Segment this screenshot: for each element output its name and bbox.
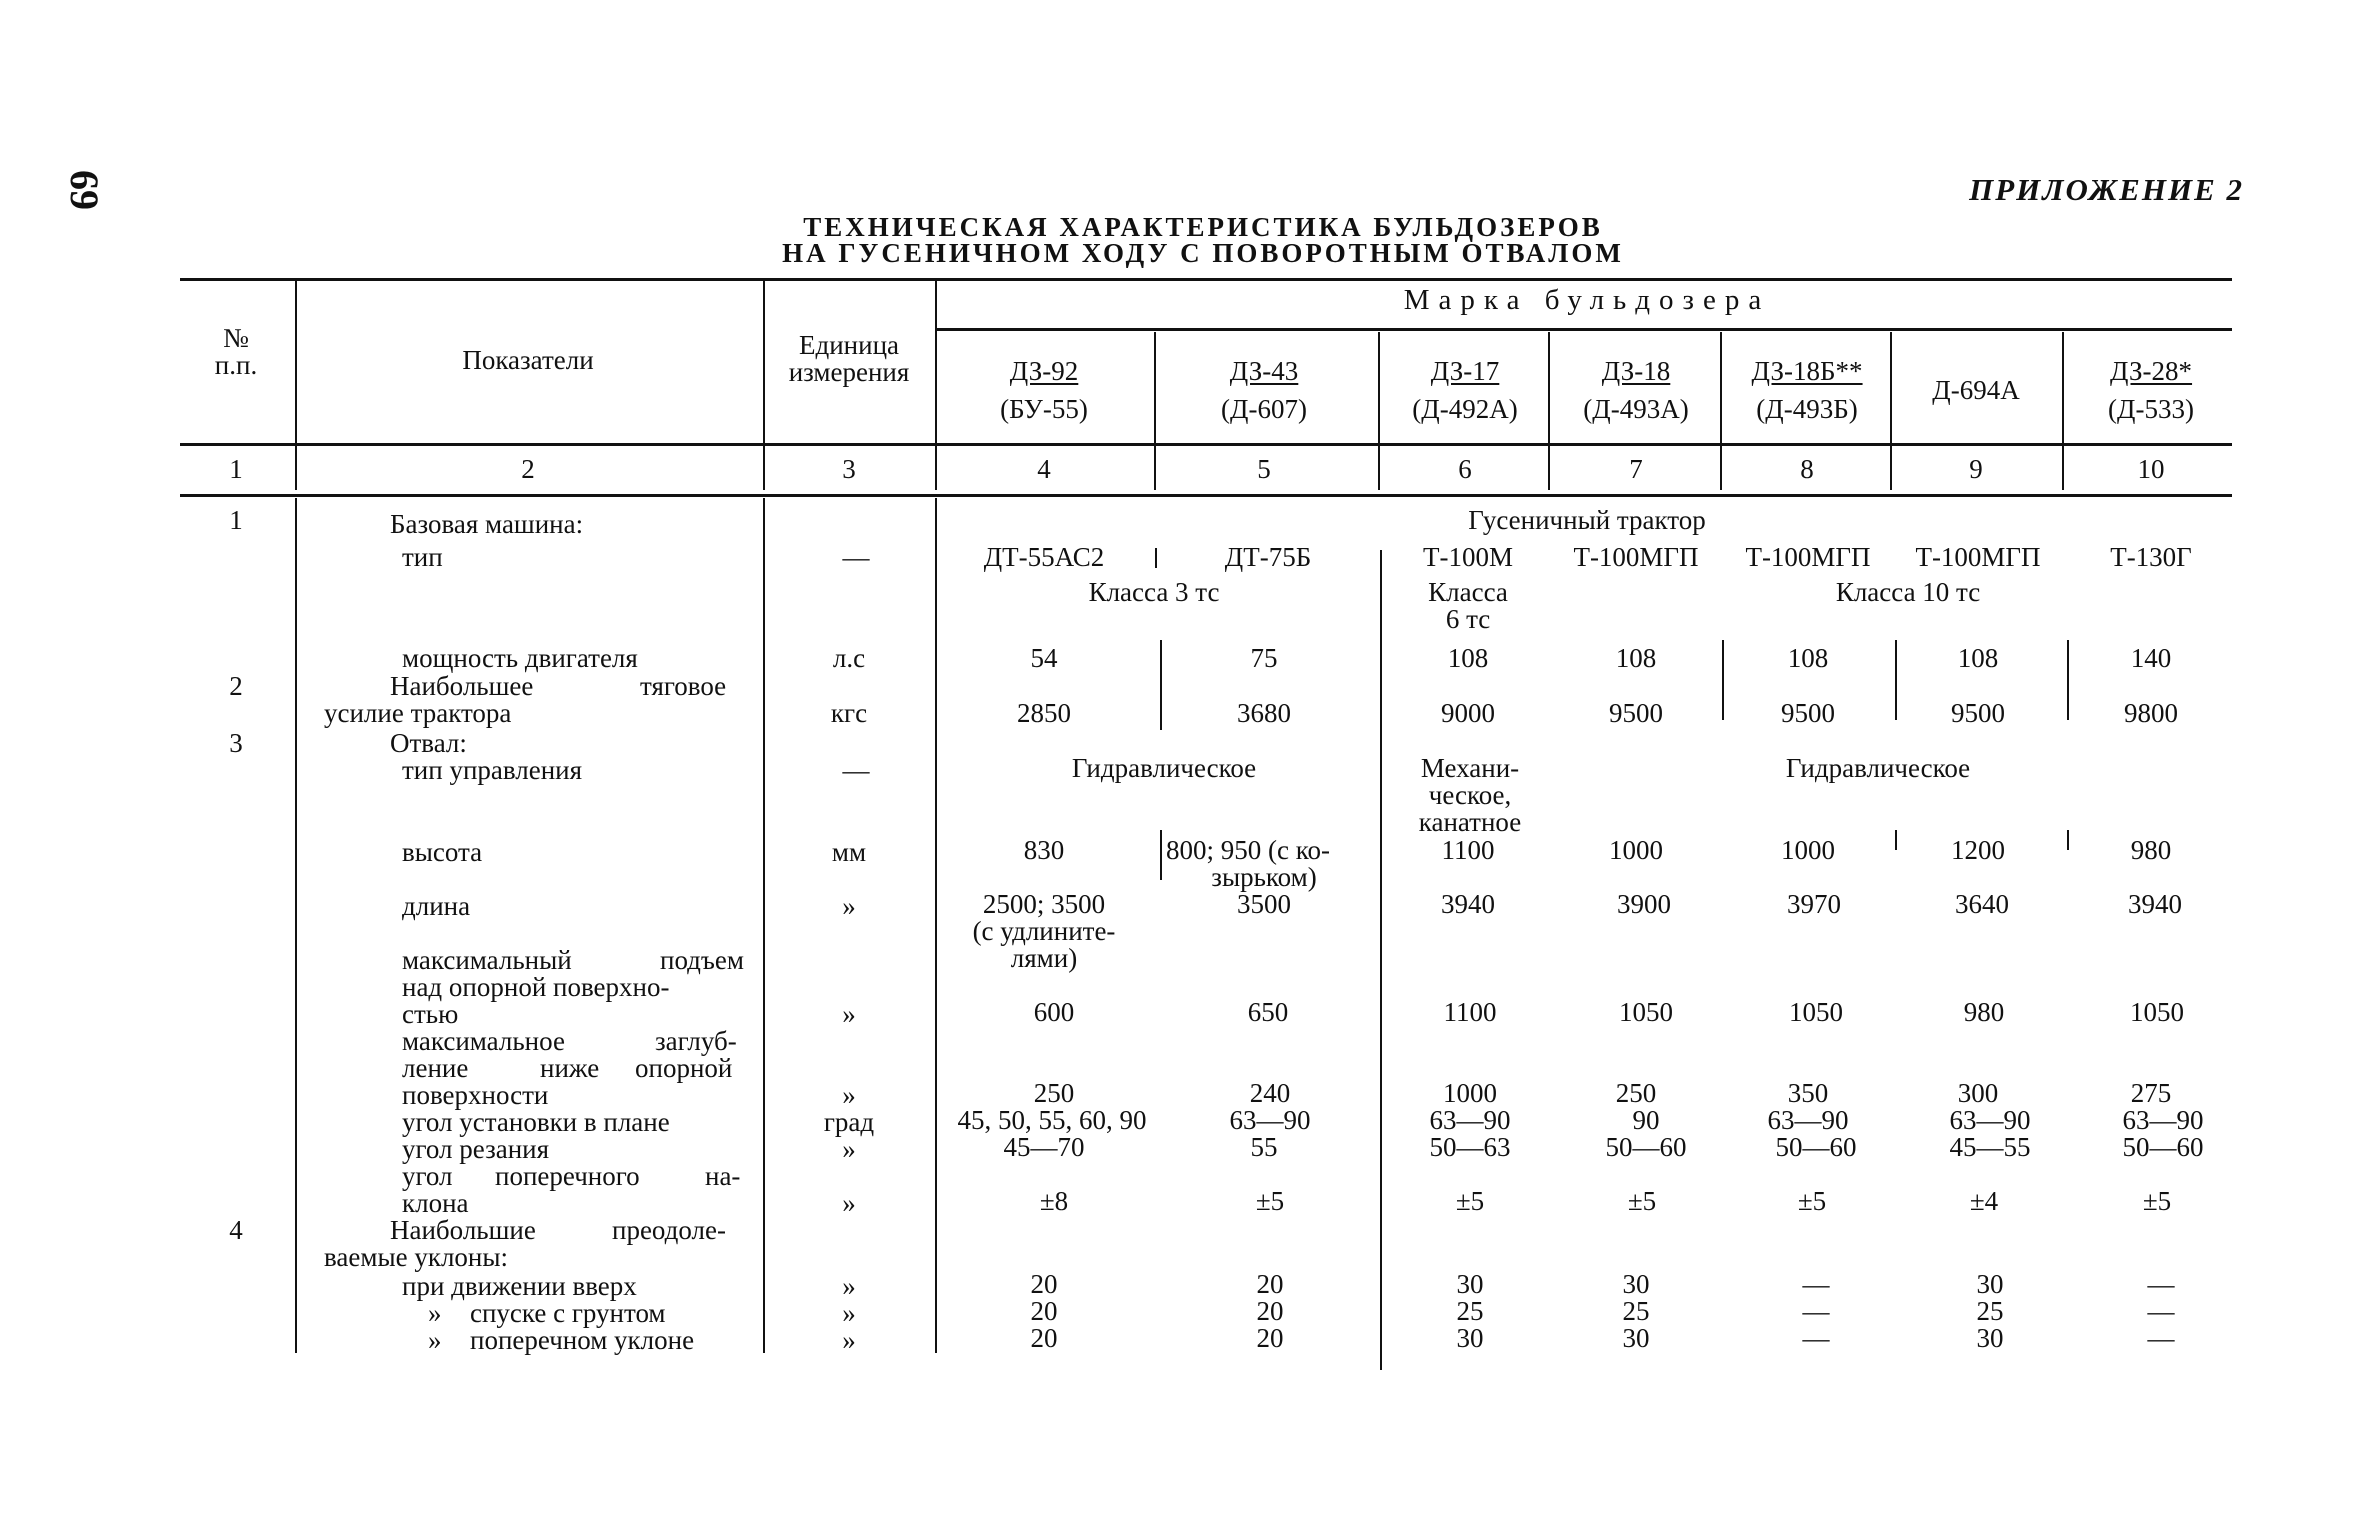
lift-label-1a: максимальный — [402, 945, 572, 975]
down-c6: 25 — [1456, 1296, 1484, 1326]
dig-unit: » — [842, 1080, 856, 1110]
dig-c10: 275 — [2130, 1078, 2172, 1108]
cut-c4: 45—70 — [1003, 1132, 1085, 1162]
up-unit: » — [842, 1271, 856, 1301]
cut-c7: 50—60 — [1605, 1132, 1687, 1162]
slopes-label-1a: Наибольшие — [390, 1215, 536, 1245]
dig-label-1b: заглуб- — [655, 1026, 737, 1056]
model-4-alt: (Д-493А) — [1583, 394, 1689, 424]
traction-label-2: усилие трактора — [324, 698, 512, 728]
base-machine-label: Базовая машина: — [390, 509, 584, 539]
down-c5: 20 — [1256, 1296, 1284, 1326]
cross-c7: 30 — [1622, 1323, 1650, 1353]
up-c6: 30 — [1456, 1269, 1484, 1299]
height-c7: 1000 — [1609, 835, 1663, 865]
angle-plan-c4: 45, 50, 55, 60, 90 — [957, 1105, 1147, 1135]
lift-c7: 1050 — [1619, 997, 1673, 1027]
cross-c6: 30 — [1456, 1323, 1484, 1353]
dig-c7: 250 — [1615, 1078, 1657, 1108]
length-c6: 3940 — [1441, 889, 1495, 919]
height-c9: 1200 — [1951, 835, 2005, 865]
up-c10: — — [2147, 1269, 2175, 1299]
header-num-symbol: № — [223, 323, 249, 353]
slopes-label-2: ваемые уклоны: — [324, 1242, 509, 1272]
angle-plan-c7: 90 — [1632, 1105, 1660, 1135]
power-c4: 54 — [1030, 643, 1058, 673]
lift-c9: 980 — [1963, 997, 2005, 1027]
tilt-unit: » — [842, 1188, 856, 1218]
cross-unit: » — [842, 1325, 856, 1355]
cut-c8: 50—60 — [1775, 1132, 1857, 1162]
dig-c5: 240 — [1249, 1078, 1291, 1108]
length-unit: » — [842, 891, 856, 921]
type-c5: ДТ-75Б — [1224, 542, 1312, 572]
traction-c4: 2850 — [1017, 698, 1071, 728]
power-label: мощность двигателя — [402, 643, 638, 673]
cross-c4: 20 — [1030, 1323, 1058, 1353]
angle-plan-unit: град — [823, 1107, 875, 1137]
dig-label-1a: максимальное — [402, 1026, 565, 1056]
model-6-name: Д-694А — [1932, 375, 2020, 405]
traction-label-1a: Наибольшее — [390, 671, 534, 701]
length-c8: 3970 — [1787, 889, 1841, 919]
traction-c6: 9000 — [1441, 698, 1495, 728]
lift-label-1b: подъем — [660, 945, 744, 975]
dig-c6: 1000 — [1443, 1078, 1497, 1108]
down-label: спуске с грунтом — [470, 1298, 666, 1328]
control-mech-3: канатное — [1418, 807, 1522, 837]
traction-c9: 9500 — [1951, 698, 2005, 728]
up-c9: 30 — [1976, 1269, 2004, 1299]
dig-label-2a: ление — [402, 1053, 469, 1083]
cut-c10: 50—60 — [2122, 1132, 2204, 1162]
header-indicators: Показатели — [462, 345, 594, 375]
traction-c10: 9800 — [2124, 698, 2178, 728]
height-c6: 1100 — [1441, 835, 1495, 865]
type-c8: Т-100МГП — [1745, 542, 1871, 572]
up-label: при движении вверх — [402, 1271, 637, 1301]
header-unit-line-2: измерения — [788, 357, 910, 387]
up-c8: — — [1802, 1269, 1830, 1299]
model-1-name: ДЗ-92 — [1009, 356, 1079, 386]
model-4-name: ДЗ-18 — [1601, 356, 1671, 386]
down-c7: 25 — [1622, 1296, 1650, 1326]
down-unit: » — [842, 1298, 856, 1328]
col-num-9: 9 — [1969, 454, 1983, 484]
traction-unit: кгс — [830, 698, 868, 728]
tilt-c7: ±5 — [1627, 1186, 1657, 1216]
col-num-2: 2 — [521, 454, 535, 484]
col-num-8: 8 — [1800, 454, 1814, 484]
tilt-label-1b: поперечного — [495, 1161, 640, 1191]
tilt-c9: ±4 — [1969, 1186, 1999, 1216]
slopes-label-1b: преодоле- — [612, 1215, 726, 1245]
lift-unit: » — [842, 999, 856, 1029]
control-hydraulic-left: Гидравлическое — [1071, 753, 1257, 783]
type-label: тип — [402, 542, 443, 572]
down-c10: — — [2147, 1296, 2175, 1326]
type-c7: Т-100МГП — [1573, 542, 1699, 572]
model-7-name: ДЗ-28* — [2109, 356, 2193, 386]
up-c7: 30 — [1622, 1269, 1650, 1299]
angle-plan-label: угол установки в плане — [402, 1107, 670, 1137]
power-c10: 140 — [2130, 643, 2172, 673]
cut-c9: 45—55 — [1949, 1132, 2031, 1162]
lift-c5: 650 — [1247, 997, 1289, 1027]
row-num-2: 2 — [229, 671, 243, 701]
cross-c10: — — [2147, 1323, 2175, 1353]
col-num-4: 4 — [1037, 454, 1051, 484]
col-num-7: 7 — [1629, 454, 1643, 484]
height-c8: 1000 — [1781, 835, 1835, 865]
header-unit-line-1: Единица — [798, 330, 900, 360]
header-num-label: п.п. — [214, 350, 258, 380]
traction-c5: 3680 — [1237, 698, 1291, 728]
length-c4-line-3: лями) — [1010, 943, 1078, 973]
lift-label-3: стью — [402, 999, 459, 1029]
cut-unit: » — [842, 1134, 856, 1164]
control-mech-1: Механи- — [1420, 753, 1520, 783]
tilt-label-1a: угол — [402, 1161, 453, 1191]
page-number: 69 — [62, 170, 107, 210]
cut-c5: 55 — [1250, 1132, 1278, 1162]
tilt-c6: ±5 — [1455, 1186, 1485, 1216]
angle-plan-c10: 63—90 — [2122, 1105, 2204, 1135]
tilt-label-2: клона — [402, 1188, 469, 1218]
length-c10: 3940 — [2128, 889, 2182, 919]
lift-c6: 1100 — [1443, 997, 1497, 1027]
height-c5-line-2: зырьком) — [1211, 862, 1317, 892]
type-c9: Т-100МГП — [1915, 542, 2041, 572]
row-num-1: 1 — [229, 505, 243, 535]
down-c4: 20 — [1030, 1296, 1058, 1326]
type-c10: Т-130Г — [2110, 542, 2192, 572]
lift-c4: 600 — [1033, 997, 1075, 1027]
down-quote: » — [428, 1298, 442, 1328]
cut-c6: 50—63 — [1429, 1132, 1511, 1162]
dig-label-2c: опорной — [635, 1053, 733, 1083]
angle-plan-c6: 63—90 — [1429, 1105, 1511, 1135]
cut-label: угол резания — [402, 1134, 550, 1164]
cross-label: поперечном уклоне — [470, 1325, 695, 1355]
class-6-line-2: 6 тс — [1445, 604, 1491, 634]
dig-c9: 300 — [1957, 1078, 1999, 1108]
length-c4-line-2: (с удлините- — [972, 916, 1116, 946]
tractor-header: Гусеничный трактор — [1468, 505, 1706, 535]
model-2-name: ДЗ-43 — [1229, 356, 1299, 386]
up-c5: 20 — [1256, 1269, 1284, 1299]
tilt-c10: ±5 — [2142, 1186, 2172, 1216]
down-c9: 25 — [1976, 1296, 2004, 1326]
length-c4-line-1: 2500; 3500 — [982, 889, 1106, 919]
row-num-4: 4 — [229, 1215, 243, 1245]
header-brand: Марка бульдозера — [1403, 284, 1771, 316]
cross-quote: » — [428, 1325, 442, 1355]
model-2-alt: (Д-607) — [1221, 394, 1307, 424]
cross-c9: 30 — [1976, 1323, 2004, 1353]
angle-plan-c8: 63—90 — [1767, 1105, 1849, 1135]
cross-c8: — — [1802, 1323, 1830, 1353]
type-c6: Т-100М — [1423, 542, 1513, 572]
class-10-label: Класса 10 тс — [1835, 577, 1981, 607]
power-c5: 75 — [1250, 643, 1278, 673]
dig-c8: 350 — [1787, 1078, 1829, 1108]
traction-c8: 9500 — [1781, 698, 1835, 728]
blade-label: Отвал: — [390, 728, 467, 758]
row-num-3: 3 — [229, 728, 243, 758]
tilt-c8: ±5 — [1797, 1186, 1827, 1216]
power-c9: 108 — [1957, 643, 1999, 673]
height-unit: мм — [831, 837, 867, 867]
length-c9: 3640 — [1955, 889, 2009, 919]
appendix-label: ПРИЛОЖЕНИЕ 2 — [1969, 172, 2244, 207]
height-label: высота — [402, 837, 483, 867]
model-5-alt: (Д-493Б) — [1756, 394, 1858, 424]
table-title-line-2: НА ГУСЕНИЧНОМ ХОДУ С ПОВОРОТНЫМ ОТВАЛОМ — [782, 238, 1624, 268]
lift-label-2: над опорной поверхно- — [402, 972, 670, 1002]
height-c4: 830 — [1023, 835, 1065, 865]
model-3-alt: (Д-492А) — [1412, 394, 1518, 424]
cross-c5: 20 — [1256, 1323, 1284, 1353]
traction-label-1b: тяговое — [640, 671, 727, 701]
class-3-label: Класса 3 тс — [1088, 577, 1220, 607]
model-5-name: ДЗ-18Б** — [1751, 356, 1863, 386]
traction-c7: 9500 — [1609, 698, 1663, 728]
height-c5-line-1: 800; 950 (с ко- — [1166, 835, 1330, 865]
control-label: тип управления — [402, 755, 583, 785]
power-c6: 108 — [1447, 643, 1489, 673]
control-unit: — — [842, 755, 870, 785]
length-label: длина — [402, 891, 471, 921]
power-unit: л.с — [832, 643, 866, 673]
up-c4: 20 — [1030, 1269, 1058, 1299]
length-c7: 3900 — [1617, 889, 1671, 919]
angle-plan-c5: 63—90 — [1229, 1105, 1311, 1135]
height-c10: 980 — [2130, 835, 2172, 865]
dig-label-3: поверхности — [402, 1080, 549, 1110]
power-c8: 108 — [1787, 643, 1829, 673]
col-num-3: 3 — [842, 454, 856, 484]
type-c4: ДТ-55АС2 — [983, 542, 1105, 572]
col-num-5: 5 — [1257, 454, 1271, 484]
lift-c10: 1050 — [2130, 997, 2184, 1027]
tilt-c5: ±5 — [1255, 1186, 1285, 1216]
model-3-name: ДЗ-17 — [1430, 356, 1500, 386]
type-unit: — — [842, 542, 870, 572]
angle-plan-c9: 63—90 — [1949, 1105, 2031, 1135]
power-c7: 108 — [1615, 643, 1657, 673]
down-c8: — — [1802, 1296, 1830, 1326]
tilt-label-1c: на- — [705, 1161, 741, 1191]
class-6-line-1: Класса — [1428, 577, 1508, 607]
length-c5: 3500 — [1237, 889, 1291, 919]
control-hydraulic-right: Гидравлическое — [1785, 753, 1971, 783]
control-mech-2: ческое, — [1428, 780, 1512, 810]
dig-label-2b: ниже — [540, 1053, 600, 1083]
dig-c4: 250 — [1033, 1078, 1075, 1108]
col-num-1: 1 — [229, 454, 243, 484]
lift-c8: 1050 — [1789, 997, 1843, 1027]
model-1-alt: (БУ-55) — [1000, 394, 1088, 424]
tilt-c4: ±8 — [1039, 1186, 1069, 1216]
model-7-alt: (Д-533) — [2108, 394, 2194, 424]
col-num-10: 10 — [2137, 454, 2165, 484]
col-num-6: 6 — [1458, 454, 1472, 484]
table-title-line-1: ТЕХНИЧЕСКАЯ ХАРАКТЕРИСТИКА БУЛЬДОЗЕРОВ — [803, 212, 1603, 242]
